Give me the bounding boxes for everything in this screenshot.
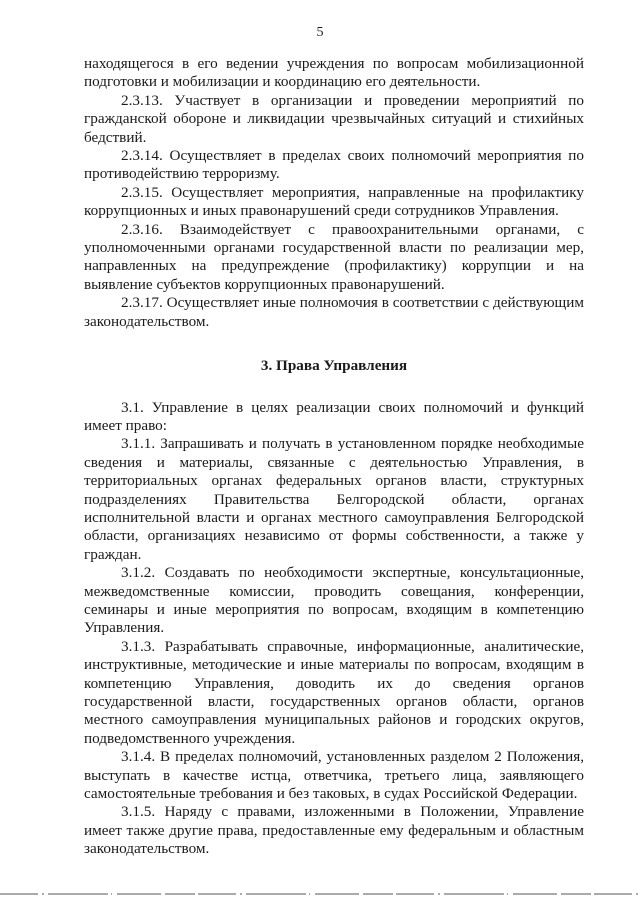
paragraph-3-1-2: 3.1.2. Создавать по необходимости экспертные, консультационные, межведомственные комиссии, проводить совещания, конференции, семинары и иные мероприятия по вопросам, входящим в компетенцию Управления.	[84, 564, 584, 637]
paragraph-3-1-4: 3.1.4. В пределах полномочий, установленных разделом 2 Положения, выступать в качестве истца, ответчика, третьего лица, заявляющего самостоятельные требования и без таковых, в судах Российской Федерации.	[84, 748, 584, 803]
section-heading: 3. Права Управления	[260, 357, 408, 375]
paragraph-3-1-1: 3.1.1. Запрашивать и получать в установленном порядке необходимые сведения и материалы, связанные с деятельностью Управления, в территориальных органах федеральных органов власти, структурных подразделениях Правительства Белгородской области, органах исполнительной власти и органах местного самоуправления Белгородской области, организациях независимо от формы собственности, а также у граждан.	[84, 435, 584, 563]
paragraph-2-3-17: 2.3.17. Осуществляет иные полномочия в соответствии с действующим законодательством.	[84, 294, 584, 330]
paragraph-2-3-15: 2.3.15. Осуществляет мероприятия, направленные на профилактику коррупционных и иных правонарушений среди сотрудников Управления.	[84, 183, 584, 220]
paragraph-3-1: 3.1. Управление в целях реализации своих полномочий и функций имеет право:	[84, 398, 584, 434]
scan-footer-line	[0, 891, 640, 897]
paragraph-2-3-14: 2.3.14. Осуществляет в пределах своих полномочий мероприятия по противодействию терроризму.	[84, 147, 584, 183]
paragraph-3-1-5: 3.1.5. Наряду с правами, изложенными в Положении, Управление имеет также другие права, предоставленные ему федеральным и областным законодательством.	[84, 803, 584, 858]
paragraph-3-1-3: 3.1.3. Разрабатывать справочные, информационные, аналитические, инструктивные, методические и иные материалы по вопросам, входящим в компетенцию Управления, доводить их до сведения органов государственной власти, государственных органов области, органов местного самоуправления муниципальных районов и городских округов, подведомственного учреждения.	[84, 637, 584, 747]
page-number: 5	[316, 25, 324, 40]
document-body	[84, 55, 584, 859]
paragraph-2-3-16: 2.3.16. Взаимодействует с правоохранительными органами, с уполномоченными органами государственной власти по реализации мер, направленных на предупреждение (профилактику) коррупции и на выявление субъектов коррупционных правонарушений.	[84, 220, 584, 293]
paragraphs-section-3	[84, 399, 584, 859]
paragraph-2-3-13: 2.3.13. Участвует в организации и проведении мероприятий по гражданской обороне и ликвидации чрезвычайных ситуаций и стихийных бедствий.	[84, 91, 584, 146]
paragraph-continuation: находящегося в его ведении учреждения по вопросам мобилизационной подготовки и мобилизации и координацию его деятельности.	[84, 55, 584, 91]
paragraphs-section-2	[84, 55, 584, 331]
